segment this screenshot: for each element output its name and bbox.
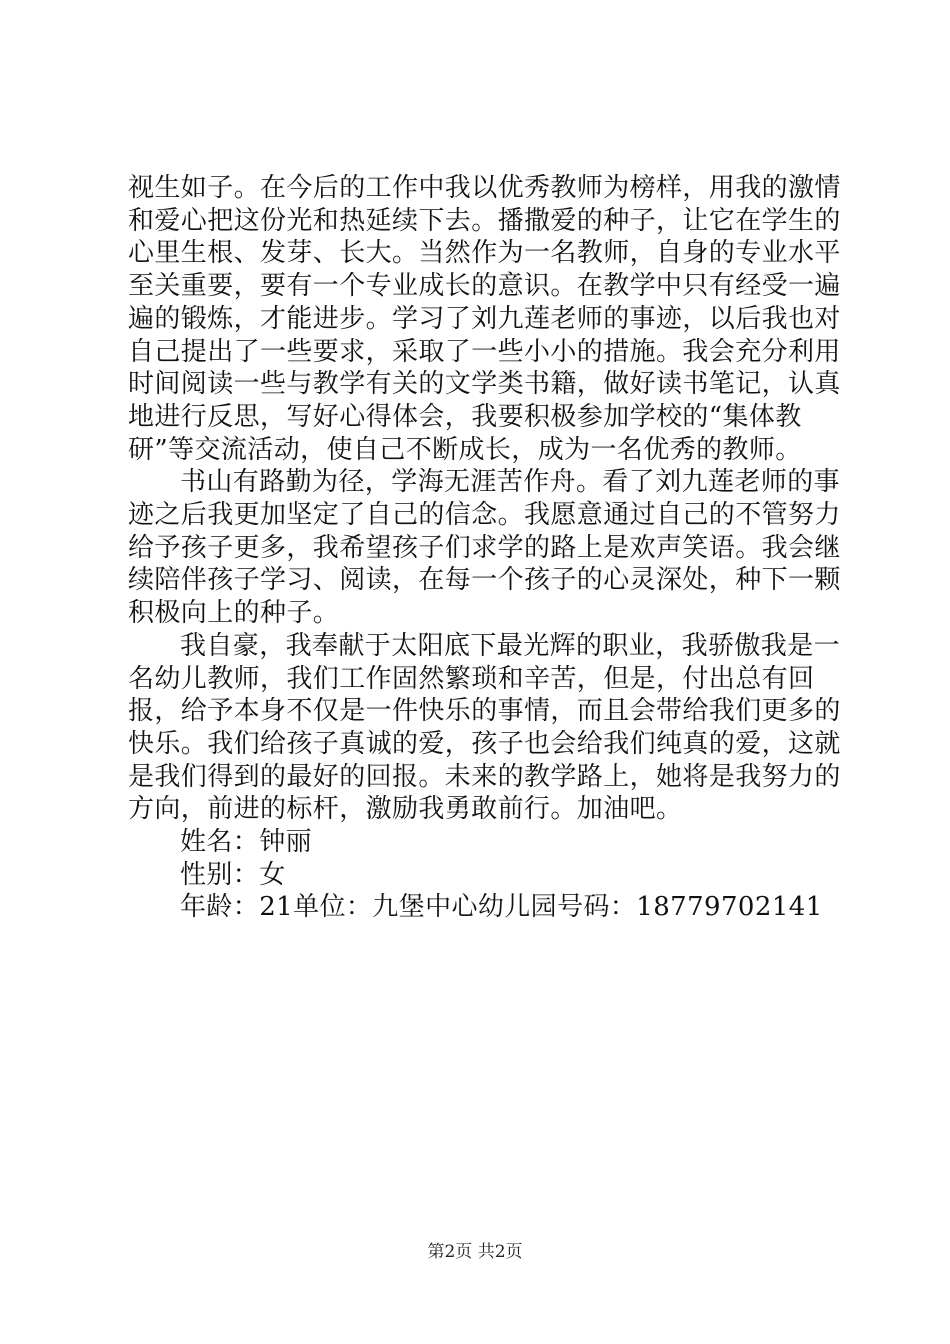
author-gender: 性别：女 (180, 859, 286, 890)
paragraph-2: 书山有路勤为径，学海无涯苦作舟。看了刘九莲老师的事迹之后我更加坚定了自己的信念。我愿意通过自己的不管努力给予孩子更多，我希望孩子们求学的路上是欢声笑语。我会继续陪伴孩子学习、阅读，在每一个孩子的心灵深处，种下一颗积极向上的种子。 (128, 467, 841, 629)
paragraph-1: 视生如子。在今后的工作中我以优秀教师为榜样，用我的激情和爱心把这份光和热延续下去。播撒爱的种子，让它在学生的心里生根、发芽、长大。当然作为一名教师，自身的专业水平至关重要，要有一个专业成长的意识。在教学中只有经受一遍遍的锻炼，才能进步。学习了刘九莲老师的事迹，以后我也对自己提出了一些要求，采取了一些小小的措施。我会充分利用时间阅读一些与教学有关的文学类书籍，做好读书笔记，认真地进行反思，写好心得体会，我要积极参加学校的“集体教研”等交流活动，使自己不断成长，成为一名优秀的教师。 (128, 173, 841, 465)
document-body (128, 172, 858, 924)
paragraph-3: 我自豪，我奉献于太阳底下最光辉的职业，我骄傲我是一名幼儿教师，我们工作固然繁琐和辛苦，但是，付出总有回报，给予本身不仅是一件快乐的事情，而且会带给我们更多的快乐。我们给孩子真诚的爱，孩子也会给我们纯真的爱，这就是我们得到的最好的回报。未来的教学路上，她将是我努力的方向，前进的标杆，激励我勇敢前行。加油吧。 (128, 630, 841, 825)
author-name: 姓名：钟丽 (180, 827, 313, 858)
author-details: 年龄：21单位：九堡中心幼儿园号码：18779702141 (180, 892, 823, 923)
page-footer: 第2页 共2页 (427, 1242, 523, 1262)
